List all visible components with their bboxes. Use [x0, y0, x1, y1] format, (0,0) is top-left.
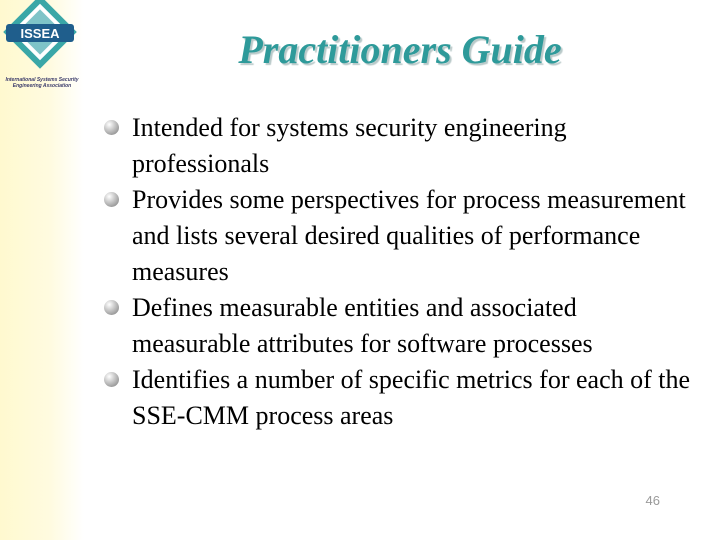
- bullet-dot-icon: [104, 192, 119, 207]
- issea-logo: [0, 0, 84, 100]
- page-number: 46: [645, 493, 660, 508]
- bullet-item: [100, 362, 700, 434]
- logo-diamond-icon: [0, 0, 84, 80]
- bullet-text: Intended for systems security engineering professionals: [132, 113, 567, 178]
- bullet-text: Provides some perspectives for process measurement and lists several desired qualities of performance measures: [132, 185, 686, 286]
- bullet-item: [100, 110, 700, 182]
- slide-title: Practitioners Guide: [238, 27, 562, 72]
- logo-text: ISSEA: [20, 26, 60, 41]
- bullet-dot-icon: [104, 300, 119, 315]
- bullet-dot-icon: [104, 372, 119, 387]
- bullet-text: Identifies a number of specific metrics for each of the SSE-CMM process areas: [132, 365, 691, 430]
- bullet-list: [100, 110, 700, 434]
- bullet-item: [100, 182, 700, 290]
- bullet-item: [100, 290, 700, 362]
- logo-caption: International Systems Security Engineering Association: [5, 77, 79, 89]
- bullet-dot-icon: [104, 120, 119, 135]
- bullet-text: Defines measurable entities and associated measurable attributes for software processes: [132, 293, 593, 358]
